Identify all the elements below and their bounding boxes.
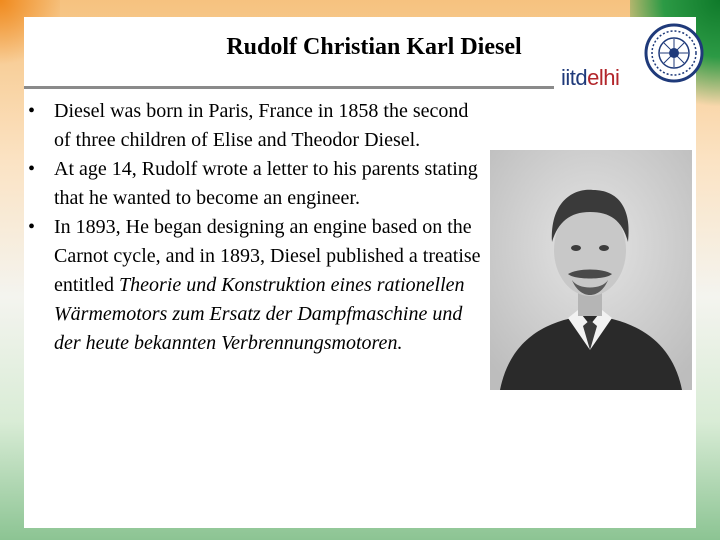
bullet-text: At age 14, Rudolf wrote a letter to his parents stating that he wanted to become an engineer. (54, 158, 478, 209)
portrait-photo (490, 150, 692, 390)
logo-part-1: iitd (561, 65, 588, 90)
bullet-dot: • (28, 216, 36, 238)
slide-title: Rudolf Christian Karl Diesel (226, 34, 522, 60)
bullet-dot: • (28, 158, 36, 180)
bullet-item (28, 213, 488, 358)
portrait-illustration (490, 150, 692, 390)
bullet-item (28, 155, 488, 213)
bullet-item (28, 97, 488, 155)
iitd-logo-text (561, 65, 619, 91)
title-divider (24, 86, 554, 89)
bullet-list (28, 97, 488, 358)
bullet-dot: • (28, 100, 36, 122)
bullet-text: Diesel was born in Paris, France in 1858 the second of three children of Elise and Theodor Diesel. (54, 100, 469, 151)
treatise-title-italic: Theorie und Konstruktion eines rationellen Wärmemotors zum Ersatz der Dampfmaschine und der heute bekannten Verbrennungsmotoren. (54, 274, 465, 354)
logo-part-2: elhi (587, 65, 620, 90)
slide-canvas (24, 17, 696, 528)
iit-delhi-emblem-icon (644, 23, 704, 83)
bullet-text: In 1893, He began designing an engine based on the Carnot cycle, and in 1893, Diesel published a treatise entitled (54, 216, 481, 296)
